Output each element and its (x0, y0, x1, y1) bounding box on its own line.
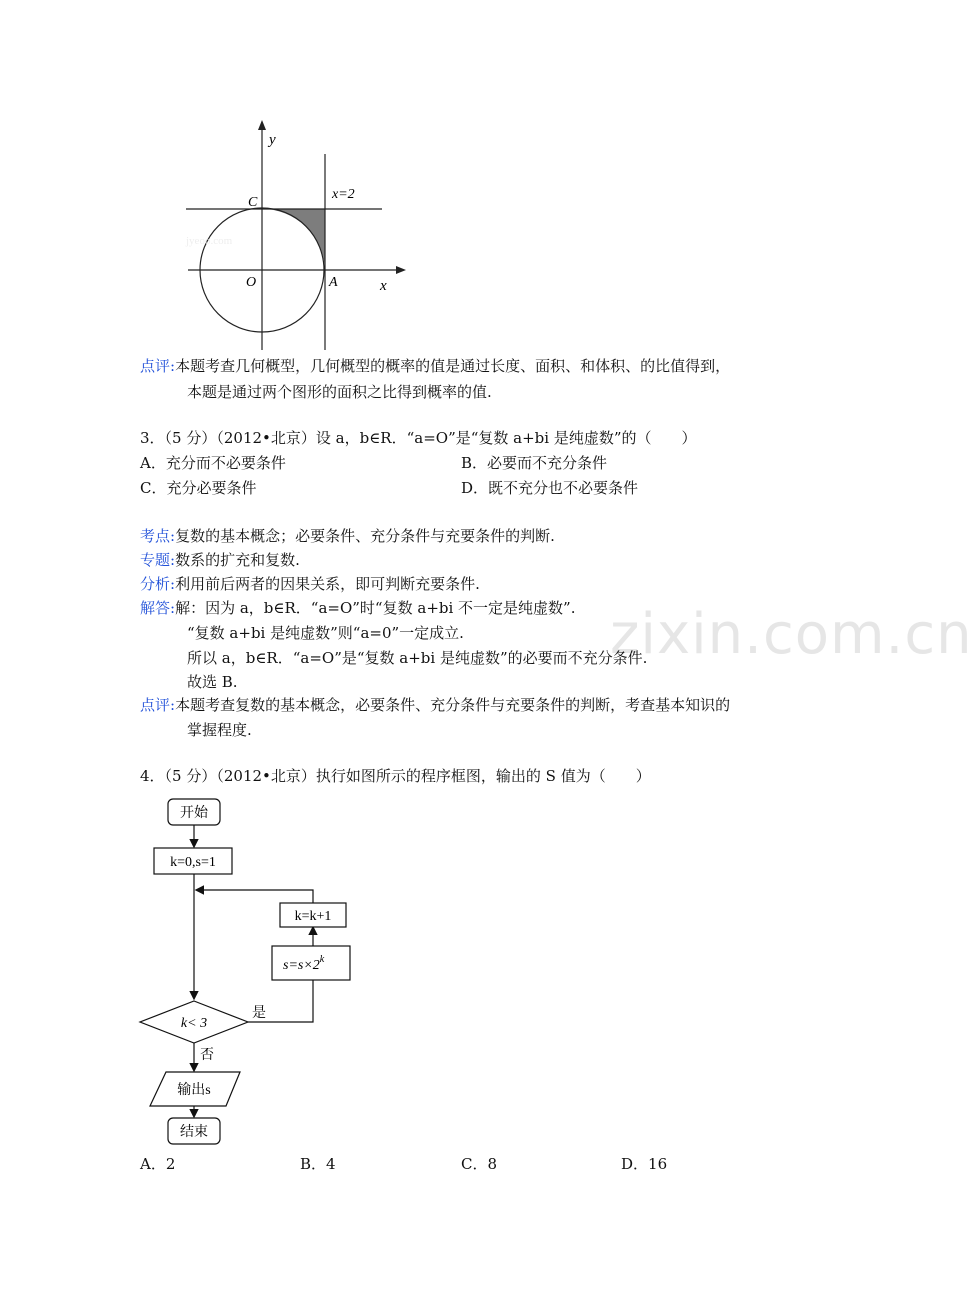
option-key: A． (140, 1155, 166, 1173)
point-o-label: O (246, 275, 257, 290)
kaodian-text: 复数的基本概念；必要条件、充分条件与充要条件的判断. (175, 527, 555, 545)
flowchart (138, 796, 378, 1150)
label-colon: : (170, 575, 176, 593)
option-key: C． (461, 1155, 488, 1173)
jieda-line-3: 所以 a，b∈R．“a=O”是“复数 a+bi 是纯虚数”的必要而不充分条件. (187, 649, 648, 667)
option-text: 既不充分也不必要条件 (488, 479, 639, 497)
geometry-figure (180, 118, 420, 358)
q2-review-line1 (140, 356, 730, 376)
option-text: 充分必要条件 (166, 479, 257, 497)
q3-option-c (140, 478, 257, 498)
q2-review-line2: 本题是通过两个图形的面积之比得到概率的值. (187, 383, 492, 401)
flow-assign-exponent: k (319, 954, 325, 965)
q4-option-b (300, 1154, 336, 1174)
dianping-text-1: 本题考查复数的基本概念，必要条件、充分条件与充要条件的判断，考查基本知识的 (175, 696, 731, 714)
q3-fenxi (140, 574, 480, 594)
dianping-text-2: 掌握程度. (187, 721, 252, 739)
watermark: zixin.com.cn (610, 602, 973, 667)
q4-option-d (621, 1154, 667, 1174)
q4-option-a (140, 1154, 175, 1174)
q3-option-b (461, 453, 607, 473)
point-c-label: C (248, 195, 258, 210)
option-key: A． (140, 454, 166, 472)
point-a-label: A (329, 275, 338, 290)
option-key: D． (621, 1155, 649, 1173)
line-label: x=2 (332, 187, 355, 202)
flow-init-text: k=0,s=1 (170, 855, 216, 870)
y-axis-label: y (269, 132, 276, 148)
flow-incr-text: k=k+1 (294, 909, 332, 924)
q3-dianping (140, 695, 730, 715)
review-label: 点评 (140, 357, 171, 375)
q4-stem: 4．（5 分）（2012•北京）执行如图所示的程序框图，输出的 S 值为（ ） (140, 767, 651, 785)
jieda-line-4: 故选 B. (187, 673, 238, 691)
flow-yes-label: 是 (252, 1006, 266, 1021)
flow-output-text: 输出s (177, 1083, 211, 1098)
x-axis-label: x (380, 278, 387, 294)
flow-no-label: 否 (200, 1048, 214, 1063)
q3-zhuanti (140, 550, 300, 570)
label-colon: : (170, 599, 176, 617)
label-colon: : (170, 551, 176, 569)
kaodian-label: 考点 (140, 527, 171, 545)
fenxi-label: 分析 (140, 575, 171, 593)
q3-option-a (140, 453, 286, 473)
option-text: 必要而不充分条件 (487, 454, 608, 472)
option-text: 16 (648, 1155, 668, 1173)
zhuanti-text: 数系的扩充和复数. (175, 551, 300, 569)
faint-figure-text: jyeoo.com (186, 235, 233, 247)
q3-jieda (140, 598, 576, 618)
zhuanti-label: 专题 (140, 551, 171, 569)
jieda-line-2: “复数 a+bi 是纯虚数”则“a=0”一定成立. (187, 624, 464, 642)
option-key: B． (300, 1155, 327, 1173)
label-colon: : (170, 527, 176, 545)
option-text: 4 (326, 1155, 336, 1173)
option-key: B． (461, 454, 488, 472)
jieda-line-1: 解：因为 a，b∈R．“a=O”时“复数 a+bi 不一定是纯虚数”. (175, 599, 576, 617)
flow-condition-text: k< 3 (180, 1016, 208, 1031)
q3-stem: 3．（5 分）（2012•北京）设 a，b∈R．“a=O”是“复数 a+bi 是纯虚数”的（ ） (140, 429, 697, 447)
fenxi-text: 利用前后两者的因果关系，即可判断充要条件. (175, 575, 480, 593)
flow-start-text: 开始 (180, 806, 208, 821)
jieda-label: 解答 (140, 599, 171, 617)
label-colon: : (170, 696, 176, 714)
q3-option-d (461, 478, 638, 498)
flow-assign-s-text: $s=s\times 2^k$ (283, 954, 325, 973)
dianping-label: 点评 (140, 696, 171, 714)
q3-kaodian (140, 526, 555, 546)
option-text: 8 (487, 1155, 498, 1173)
option-text: 2 (165, 1155, 176, 1173)
y-axis-arrow (258, 120, 266, 130)
q4-option-c (461, 1154, 497, 1174)
x-axis-arrow (396, 266, 406, 274)
option-key: C． (140, 479, 167, 497)
flow-end-text: 结束 (180, 1125, 208, 1140)
review-colon: : (170, 357, 176, 375)
option-key: D． (461, 479, 489, 497)
review-text-1: 本题考查几何概型，几何概型的概率的值是通过长度、面积、和体积、的比值得到， (175, 357, 731, 375)
option-text: 充分而不必要条件 (165, 454, 286, 472)
